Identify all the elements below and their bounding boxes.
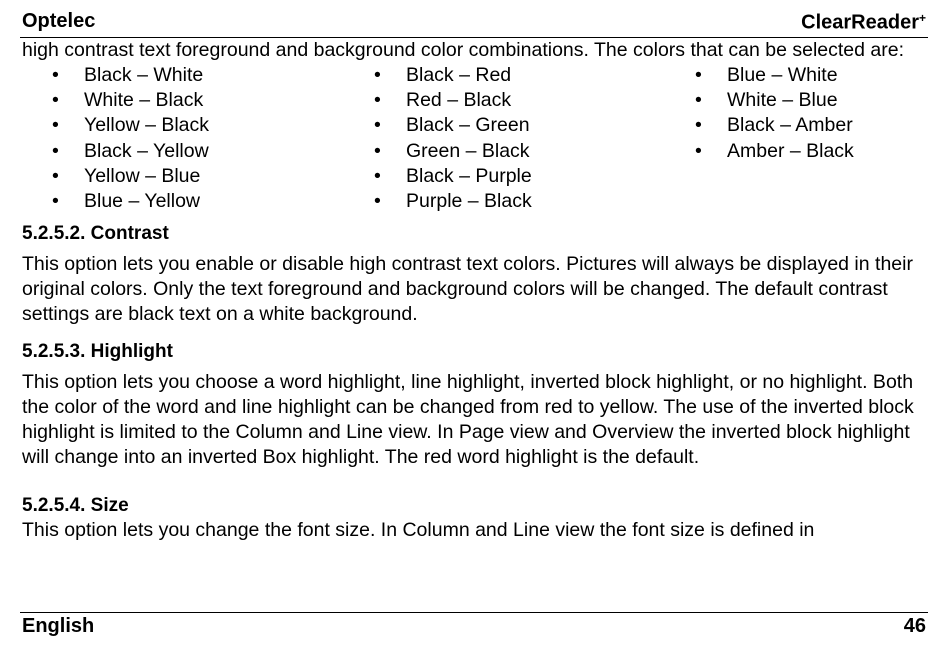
list-item: • Blue – Yellow (52, 189, 201, 212)
bullet-icon: • (695, 139, 702, 162)
list-item: • Black – White (52, 64, 204, 86)
bullet-icon: • (374, 189, 381, 212)
list-item: • Yellow – Black (52, 114, 210, 137)
contrast-paragraph: This option lets you enable or disable high contrast text colors. Pictures will always be displayed in their original colors. Only the text foreground and background colors will be changed. The default contrast settings are black text on a white background. (22, 253, 913, 325)
color-column-1 (22, 63, 209, 214)
bullet-icon: • (695, 89, 702, 112)
bullet-icon: • (52, 64, 59, 86)
bullet-icon: • (374, 164, 381, 187)
list-item: • White – Blue (695, 89, 838, 112)
list-item: • Black – Yellow (52, 139, 209, 162)
page-number: 46 (903, 615, 926, 637)
list-item: • Black – Amber (695, 114, 853, 137)
color-combinations-list (22, 63, 926, 215)
size-heading: 5.2.5.4. Size (22, 495, 129, 516)
bullet-icon: • (374, 89, 381, 112)
page-header (20, 8, 928, 38)
header-product (801, 10, 926, 35)
bullet-icon: • (52, 164, 59, 187)
page-content (22, 38, 926, 543)
list-item: • Black – Green (374, 114, 530, 137)
list-item: • Amber – Black (695, 139, 854, 162)
contrast-heading: 5.2.5.2. Contrast (22, 223, 169, 244)
list-item: • Purple – Black (374, 189, 532, 212)
list-item: • Blue – White (695, 64, 838, 86)
highlight-heading: 5.2.5.3. Highlight (22, 341, 173, 362)
bullet-icon: • (52, 189, 59, 212)
color-column-2 (344, 63, 532, 214)
footer-language: English (22, 615, 95, 637)
list-item: • White – Black (52, 89, 204, 112)
intro-paragraph: high contrast text foreground and background color combinations. The colors that can be selected are: (22, 39, 905, 61)
header-brand: Optelec (22, 10, 96, 32)
color-column-3 (665, 63, 854, 164)
bullet-icon: • (695, 64, 702, 86)
bullet-icon: • (52, 114, 59, 137)
bullet-icon: • (374, 114, 381, 137)
bullet-icon: • (52, 89, 59, 112)
page-footer (20, 612, 928, 640)
bullet-icon: • (695, 114, 702, 137)
bullet-icon: • (374, 139, 381, 162)
list-item: • Black – Red (374, 64, 512, 86)
list-item: • Red – Black (374, 89, 512, 112)
header-product-sup: + (918, 11, 926, 25)
size-paragraph: This option lets you change the font size. In Column and Line view the font size is defined in (22, 519, 815, 541)
highlight-paragraph: This option lets you choose a word highlight, line highlight, inverted block highlight, or no highlight. Both the color of the word and line highlight can be changed from red to yellow. The use of the inverted block highlight is limited to the Column and Line view. In Page view and Overview the inverted block highlight will change into an inverted Box highlight. The red word highlight is the default. (22, 371, 914, 468)
bullet-icon: • (52, 139, 59, 162)
bullet-icon: • (374, 64, 381, 86)
header-product-name: ClearReader (801, 11, 919, 34)
list-item: • Green – Black (374, 139, 530, 162)
list-item: • Black – Purple (374, 164, 532, 187)
list-item: • Yellow – Blue (52, 164, 201, 187)
